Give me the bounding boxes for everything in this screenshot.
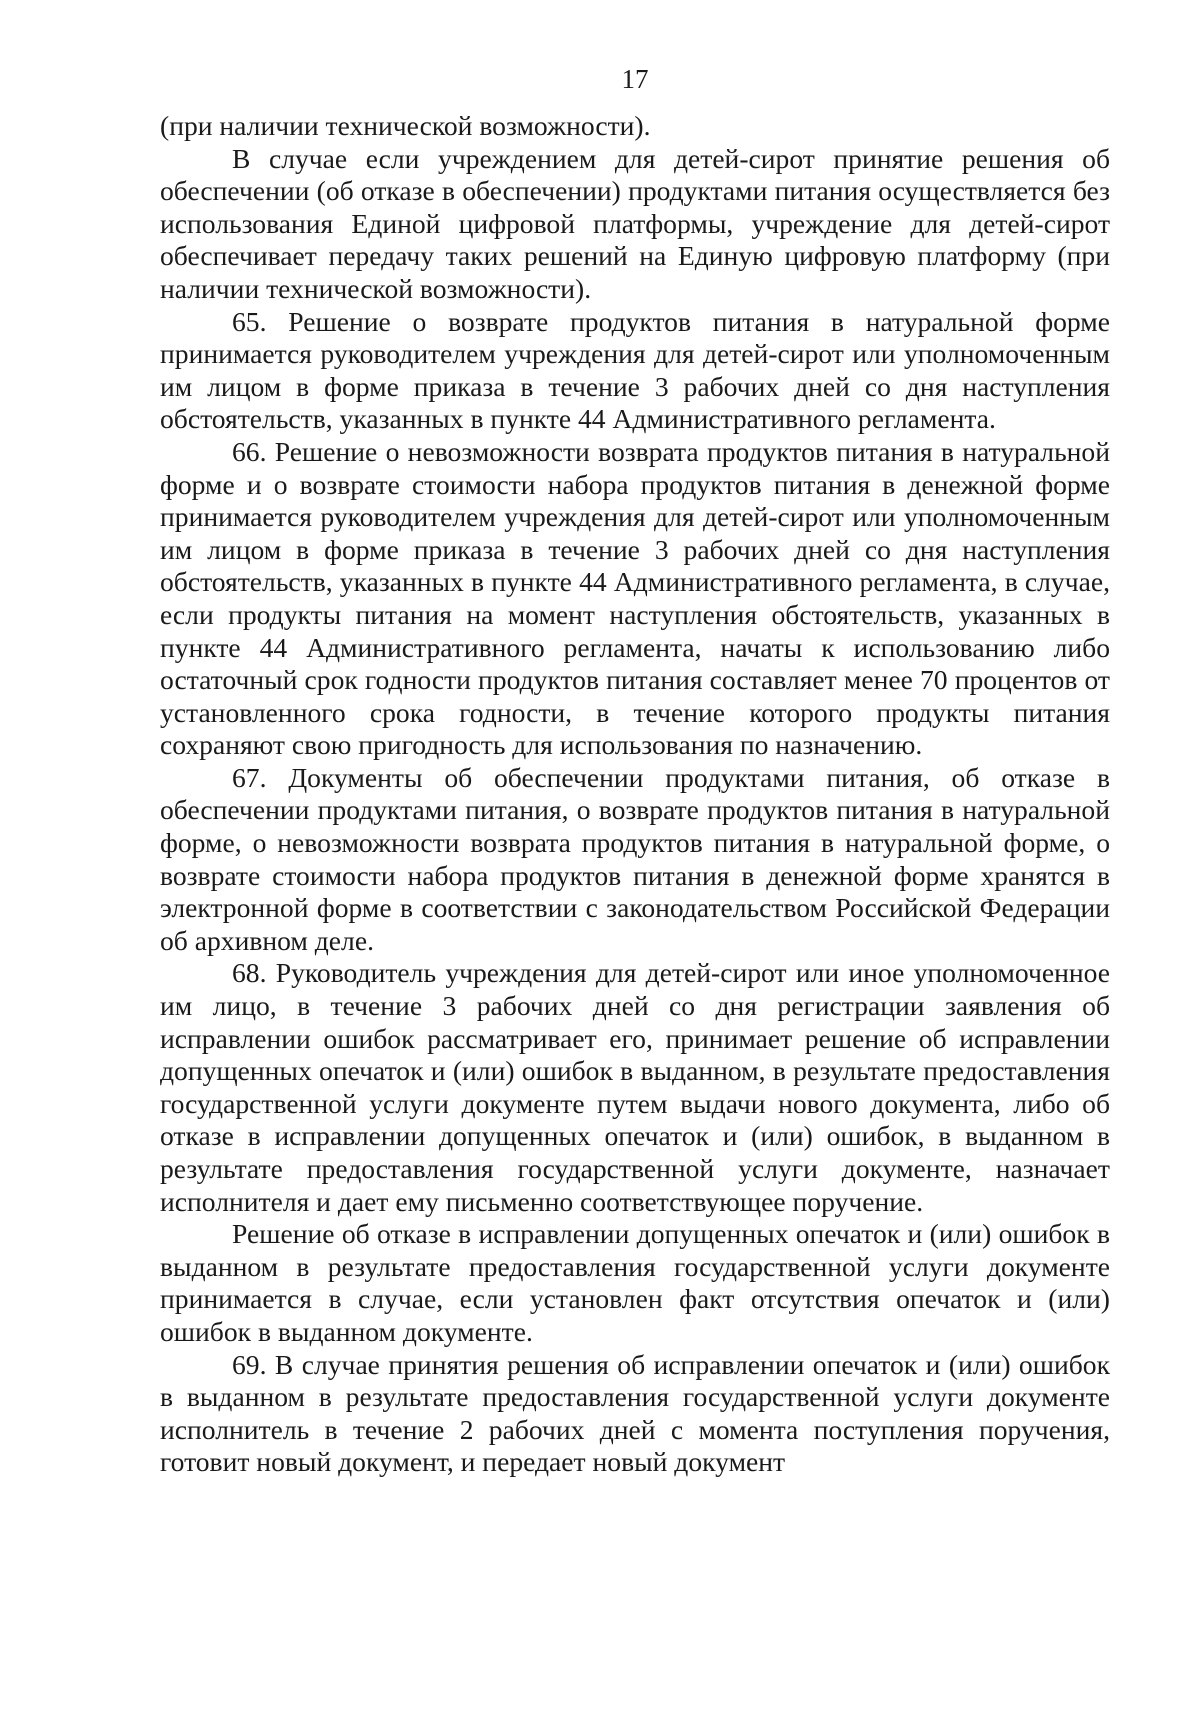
page-number: 17 [621, 64, 649, 94]
paragraph-68: 68. Руководитель учреждения для детей-сирот или иное уполномоченное им лицо, в течение 3 рабочих дней со дня регистрации заявления об исправлении ошибок рассматривает его, принимает решение об исправлении допущенных опечаток и (или) ошибок в выданном, в результате предоставления государственной услуги документе путем выдачи нового документа, либо об отказе в исправлении допущенных опечаток и (или) ошибок, в выданном в результате предоставления государственной услуги документе, назначает исполнителя и дает ему письменно соответствующее поручение. [160, 957, 1110, 1217]
paragraph-digital-platform: В случае если учреждением для детей-сирот принятие решения об обеспечении (об отказе в обеспечении) продуктами питания осуществляется без использования Единой цифровой платформы, учреждение для детей-сирот обеспечивает передачу таких решений на Единую цифровую платформу (при наличии технической возможности). [160, 142, 1110, 304]
paragraph-65: 65. Решение о возврате продуктов питания в натуральной форме принимается руководителем учреждения для детей-сирот или уполномоченным им лицом в форме приказа в течение 3 рабочих дней со дня наступления обстоятельств, указанных в пункте 44 Административного регламента. [160, 305, 1110, 435]
paragraph-66: 66. Решение о невозможности возврата продуктов питания в натуральной форме и о возврате стоимости набора продуктов питания в денежной форме принимается руководителем учреждения для детей-сирот или уполномоченным им лицом в форме приказа в течение 3 рабочих дней со дня наступления обстоятельств, указанных в пункте 44 Административного регламента, в случае, если продукты питания на момент наступления обстоятельств, указанных в пункте 44 Административного регламента, начаты к использованию либо остаточный срок годности продуктов питания составляет менее 70 процентов от установленного срока годности, в течение которого продукты питания сохраняют свою пригодность для использования по назначению. [160, 435, 1110, 761]
paragraph-refusal-decision: Решение об отказе в исправлении допущенных опечаток и (или) ошибок в выданном в результате предоставления государственной услуги документе принимается в случае, если установлен факт отсутствия опечаток и (или) ошибок в выданном документе. [160, 1218, 1110, 1347]
paragraph-continuation: (при наличии технической возможности). [160, 110, 651, 141]
paragraph-67: 67. Документы об обеспечении продуктами питания, об отказе в обеспечении продуктами питания, о возврате продуктов питания в натуральной форме, о невозможности возврата продуктов питания в натуральной форме, о возврате стоимости набора продуктов питания в денежной форме хранятся в электронной форме в соответствии с законодательством Российской Федерации об архивном деле. [160, 761, 1110, 956]
paragraph-69: 69. В случае принятия решения об исправлении опечаток и (или) ошибок в выданном в результате предоставления государственной услуги документе исполнитель в течение 2 рабочих дней с момента поступления поручения, готовит новый документ, и передает новый документ [160, 1348, 1110, 1478]
